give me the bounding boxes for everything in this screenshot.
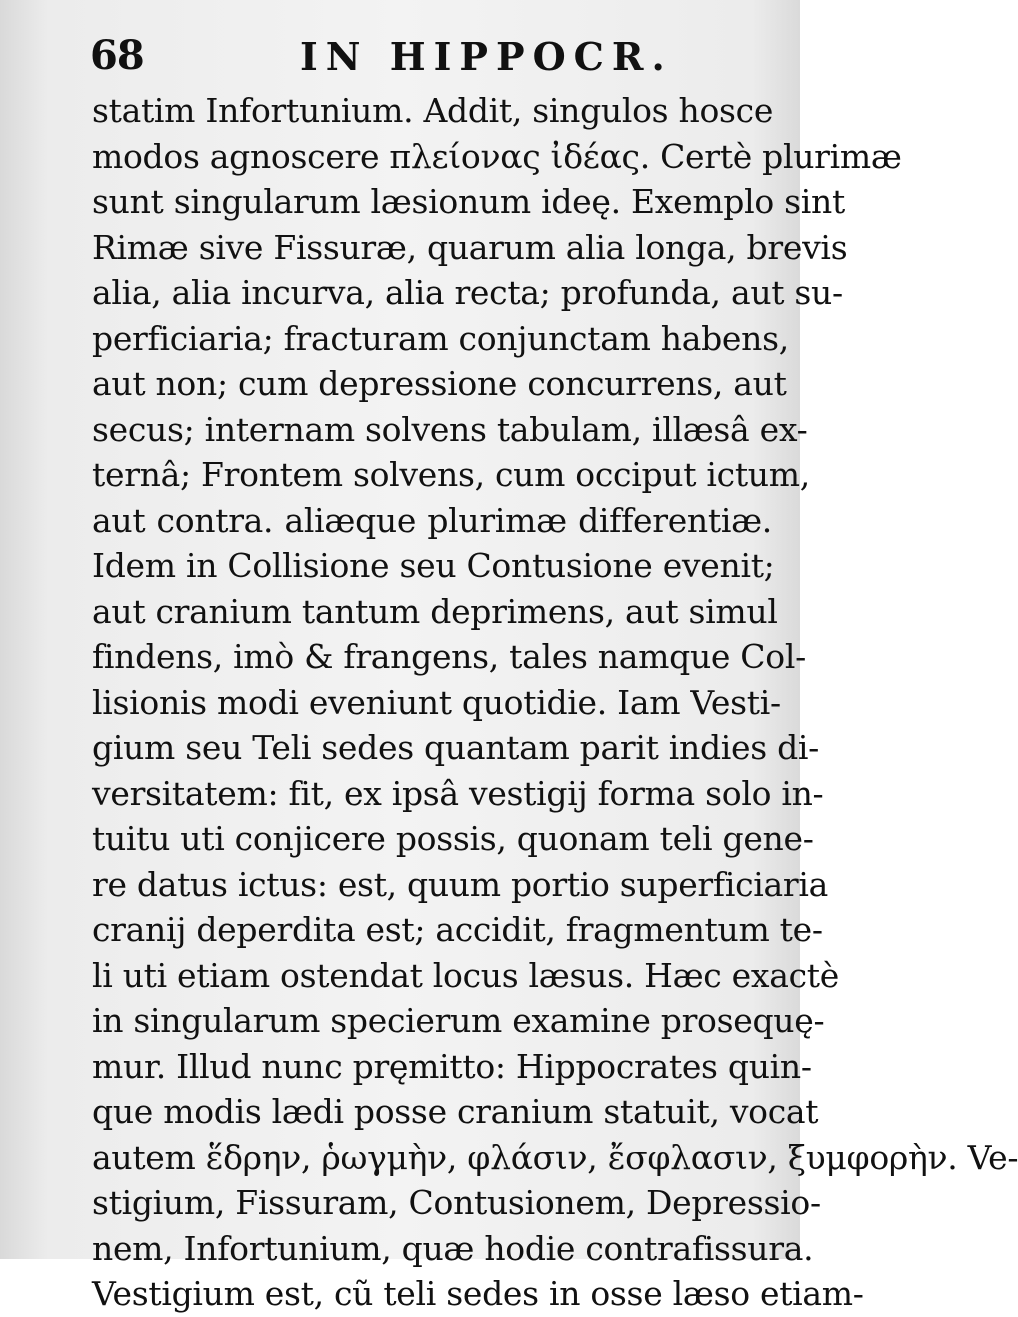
body-text [92, 88, 1018, 1317]
text-line: li uti etiam ostendat locus læsus. Hæc exactè [92, 955, 839, 995]
page-header [90, 22, 780, 82]
text-line: modos agnoscere πλείονας ἰδέας. Certè plurimæ [92, 136, 902, 176]
text-line: aut contra. aliæque plurimæ differentiæ. [92, 500, 772, 540]
page-number: 68 [90, 32, 144, 79]
text-line: statim Infortunium. Addit, singulos hosce [92, 91, 774, 130]
text-line: autem ἕδρην, ῥωγμὴν, φλάσιν, ἔσφλασιν, ξυμφορὴν. Ve- [92, 1137, 1018, 1177]
text-line: Rimæ sive Fissuræ, quarum alia longa, brevis [92, 227, 848, 267]
text-line: gium seu Teli sedes quantam parit indies di- [92, 728, 820, 767]
text-line: tuitu uti conjicere possis, quonam teli gene- [92, 819, 814, 858]
text-line: lisionis modi eveniunt quotidie. Iam Vesti- [92, 682, 781, 722]
running-head: IN HIPPOCR. [300, 34, 673, 79]
text-line: perficiaria; fracturam conjunctam habens, [92, 318, 789, 358]
text-line: alia, alia incurva, alia recta; profunda, aut su- [92, 273, 843, 312]
text-line: stigium, Fissuram, Contusionem, Depressio- [92, 1183, 821, 1222]
text-line: aut cranium tantum deprimens, aut simul [92, 591, 778, 631]
text-line: secus; internam solvens tabulam, illæsâ ex- [92, 409, 808, 449]
text-line: ternâ; Frontem solvens, cum occiput ictum, [92, 455, 810, 494]
text-line: que modis lædi posse cranium statuit, vocat [92, 1092, 819, 1131]
text-line: mur. Illud nunc pręmitto: Hippocrates quin- [92, 1046, 812, 1086]
text-line: versitatem: fit, ex ipsâ vestigij forma solo in- [92, 773, 824, 813]
text-line: re datus ictus: est, quum portio superficiaria [92, 864, 828, 904]
text-line: cranij deperdita est; accidit, fragmentum te- [92, 910, 823, 949]
text-line: nem, Infortunium, quæ hodie contrafissura. [92, 1228, 814, 1268]
text-line: aut non; cum depressione concurrens, aut [92, 364, 787, 403]
text-line: sunt singularum læsionum ideę. Exemplo sint [92, 182, 845, 221]
text-line: in singularum specierum examine prosequę- [92, 1001, 825, 1040]
text-line: Vestigium est, cũ teli sedes in osse læso etiam- [92, 1274, 864, 1313]
text-line: Idem in Collisione seu Contusione evenit; [92, 546, 775, 585]
text-line: findens, imò & frangens, tales namque Col- [92, 637, 806, 676]
